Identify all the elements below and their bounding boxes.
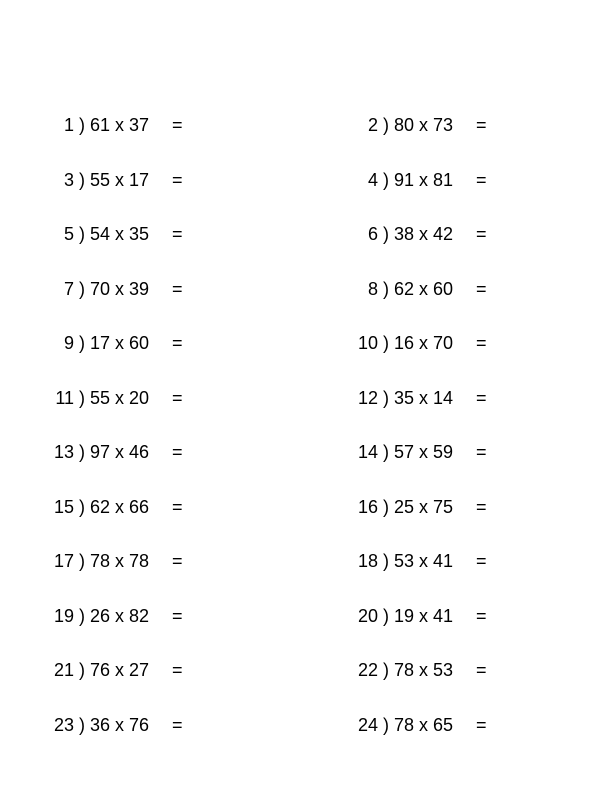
equals-sign: = [476,551,487,571]
problem-7 [48,277,183,301]
problem-expression: 55 x 17 [90,169,150,190]
problem-22 [352,658,487,682]
equals-sign: = [476,115,487,135]
problem-5 [48,222,183,246]
problem-paren: ) [383,496,389,517]
problem-expression: 62 x 66 [90,496,150,517]
problem-expression: 91 x 81 [394,169,454,190]
problem-number: 2 [367,115,378,135]
problem-number: 12 [357,387,378,408]
problem-expression: 53 x 41 [394,551,454,571]
equals-sign: = [172,496,183,517]
equals-sign: = [172,224,183,244]
problem-number: 19 [53,605,74,626]
problem-expression: 76 x 27 [90,660,150,680]
equals-sign: = [476,333,487,353]
problem-paren: ) [383,333,389,353]
problem-paren: ) [383,551,389,571]
problem-number: 18 [357,551,378,571]
problem-number: 4 [367,169,378,190]
problem-expression: 57 x 59 [394,442,454,462]
problem-expression: 26 x 82 [90,605,150,626]
problem-expression: 61 x 37 [90,115,150,135]
problem-number: 14 [357,442,378,462]
equals-sign: = [172,387,183,408]
problem-number: 21 [53,660,74,680]
problem-3 [48,168,183,192]
problem-paren: ) [383,714,389,735]
problem-number: 11 [55,387,74,408]
problem-paren: ) [79,714,85,735]
problem-number: 24 [357,714,378,735]
problem-24 [352,713,487,737]
problem-1 [48,113,183,137]
problem-expression: 78 x 53 [394,660,454,680]
equals-sign: = [172,115,183,135]
problem-number: 7 [63,278,74,299]
problem-paren: ) [383,169,389,190]
problem-number: 17 [53,551,74,571]
problem-expression: 36 x 76 [90,714,150,735]
problem-4 [352,168,487,192]
problem-number: 9 [63,333,74,353]
problem-8 [352,277,487,301]
problem-expression: 55 x 20 [90,387,150,408]
problem-number: 22 [357,660,378,680]
problem-9 [48,331,183,355]
problem-paren: ) [79,442,85,462]
problem-number: 10 [357,333,378,353]
problem-paren: ) [383,387,389,408]
equals-sign: = [476,442,487,462]
problem-expression: 70 x 39 [90,278,150,299]
problem-23 [48,713,183,737]
problem-paren: ) [79,387,85,408]
equals-sign: = [476,224,487,244]
problem-12 [352,386,487,410]
problem-expression: 17 x 60 [90,333,150,353]
problem-number: 16 [357,496,378,517]
problem-21 [48,658,183,682]
problem-11 [48,386,183,410]
problem-paren: ) [79,333,85,353]
problem-paren: ) [79,169,85,190]
problem-2 [352,113,487,137]
problem-expression: 78 x 78 [90,551,150,571]
problem-expression: 38 x 42 [394,224,454,244]
equals-sign: = [476,660,487,680]
problem-17 [48,549,183,573]
problem-expression: 54 x 35 [90,224,150,244]
problem-paren: ) [383,224,389,244]
problem-number: 20 [357,605,378,626]
equals-sign: = [476,605,487,626]
problem-expression: 62 x 60 [394,278,454,299]
problem-expression: 25 x 75 [394,496,454,517]
problem-paren: ) [79,660,85,680]
problem-paren: ) [383,115,389,135]
problem-expression: 78 x 65 [394,714,454,735]
equals-sign: = [172,660,183,680]
problem-6 [352,222,487,246]
problem-expression: 97 x 46 [90,442,150,462]
equals-sign: = [476,714,487,735]
problem-20 [352,604,487,628]
problem-expression: 80 x 73 [394,115,454,135]
problem-number: 8 [367,278,378,299]
equals-sign: = [476,278,487,299]
problem-number: 23 [53,714,74,735]
equals-sign: = [476,496,487,517]
problem-15 [48,495,183,519]
problem-paren: ) [383,605,389,626]
equals-sign: = [172,605,183,626]
problem-paren: ) [79,551,85,571]
problem-paren: ) [79,496,85,517]
problem-13 [48,440,183,464]
equals-sign: = [172,333,183,353]
problem-expression: 19 x 41 [394,605,454,626]
problem-number: 5 [63,224,74,244]
problem-14 [352,440,487,464]
problem-paren: ) [383,442,389,462]
problem-18 [352,549,487,573]
problem-16 [352,495,487,519]
equals-sign: = [172,169,183,190]
problem-number: 1 [63,115,74,135]
equals-sign: = [172,442,183,462]
problem-paren: ) [79,605,85,626]
equals-sign: = [476,169,487,190]
problem-number: 15 [53,496,74,517]
equals-sign: = [172,278,183,299]
problem-number: 13 [53,442,74,462]
problem-expression: 16 x 70 [394,333,454,353]
problem-number: 6 [367,224,378,244]
equals-sign: = [476,387,487,408]
problem-expression: 35 x 14 [394,387,454,408]
problem-paren: ) [383,660,389,680]
problem-number: 3 [63,169,74,190]
problem-paren: ) [79,224,85,244]
problem-10 [352,331,487,355]
equals-sign: = [172,714,183,735]
problem-19 [48,604,183,628]
problem-paren: ) [79,115,85,135]
problem-paren: ) [79,278,85,299]
problem-paren: ) [383,278,389,299]
equals-sign: = [172,551,183,571]
